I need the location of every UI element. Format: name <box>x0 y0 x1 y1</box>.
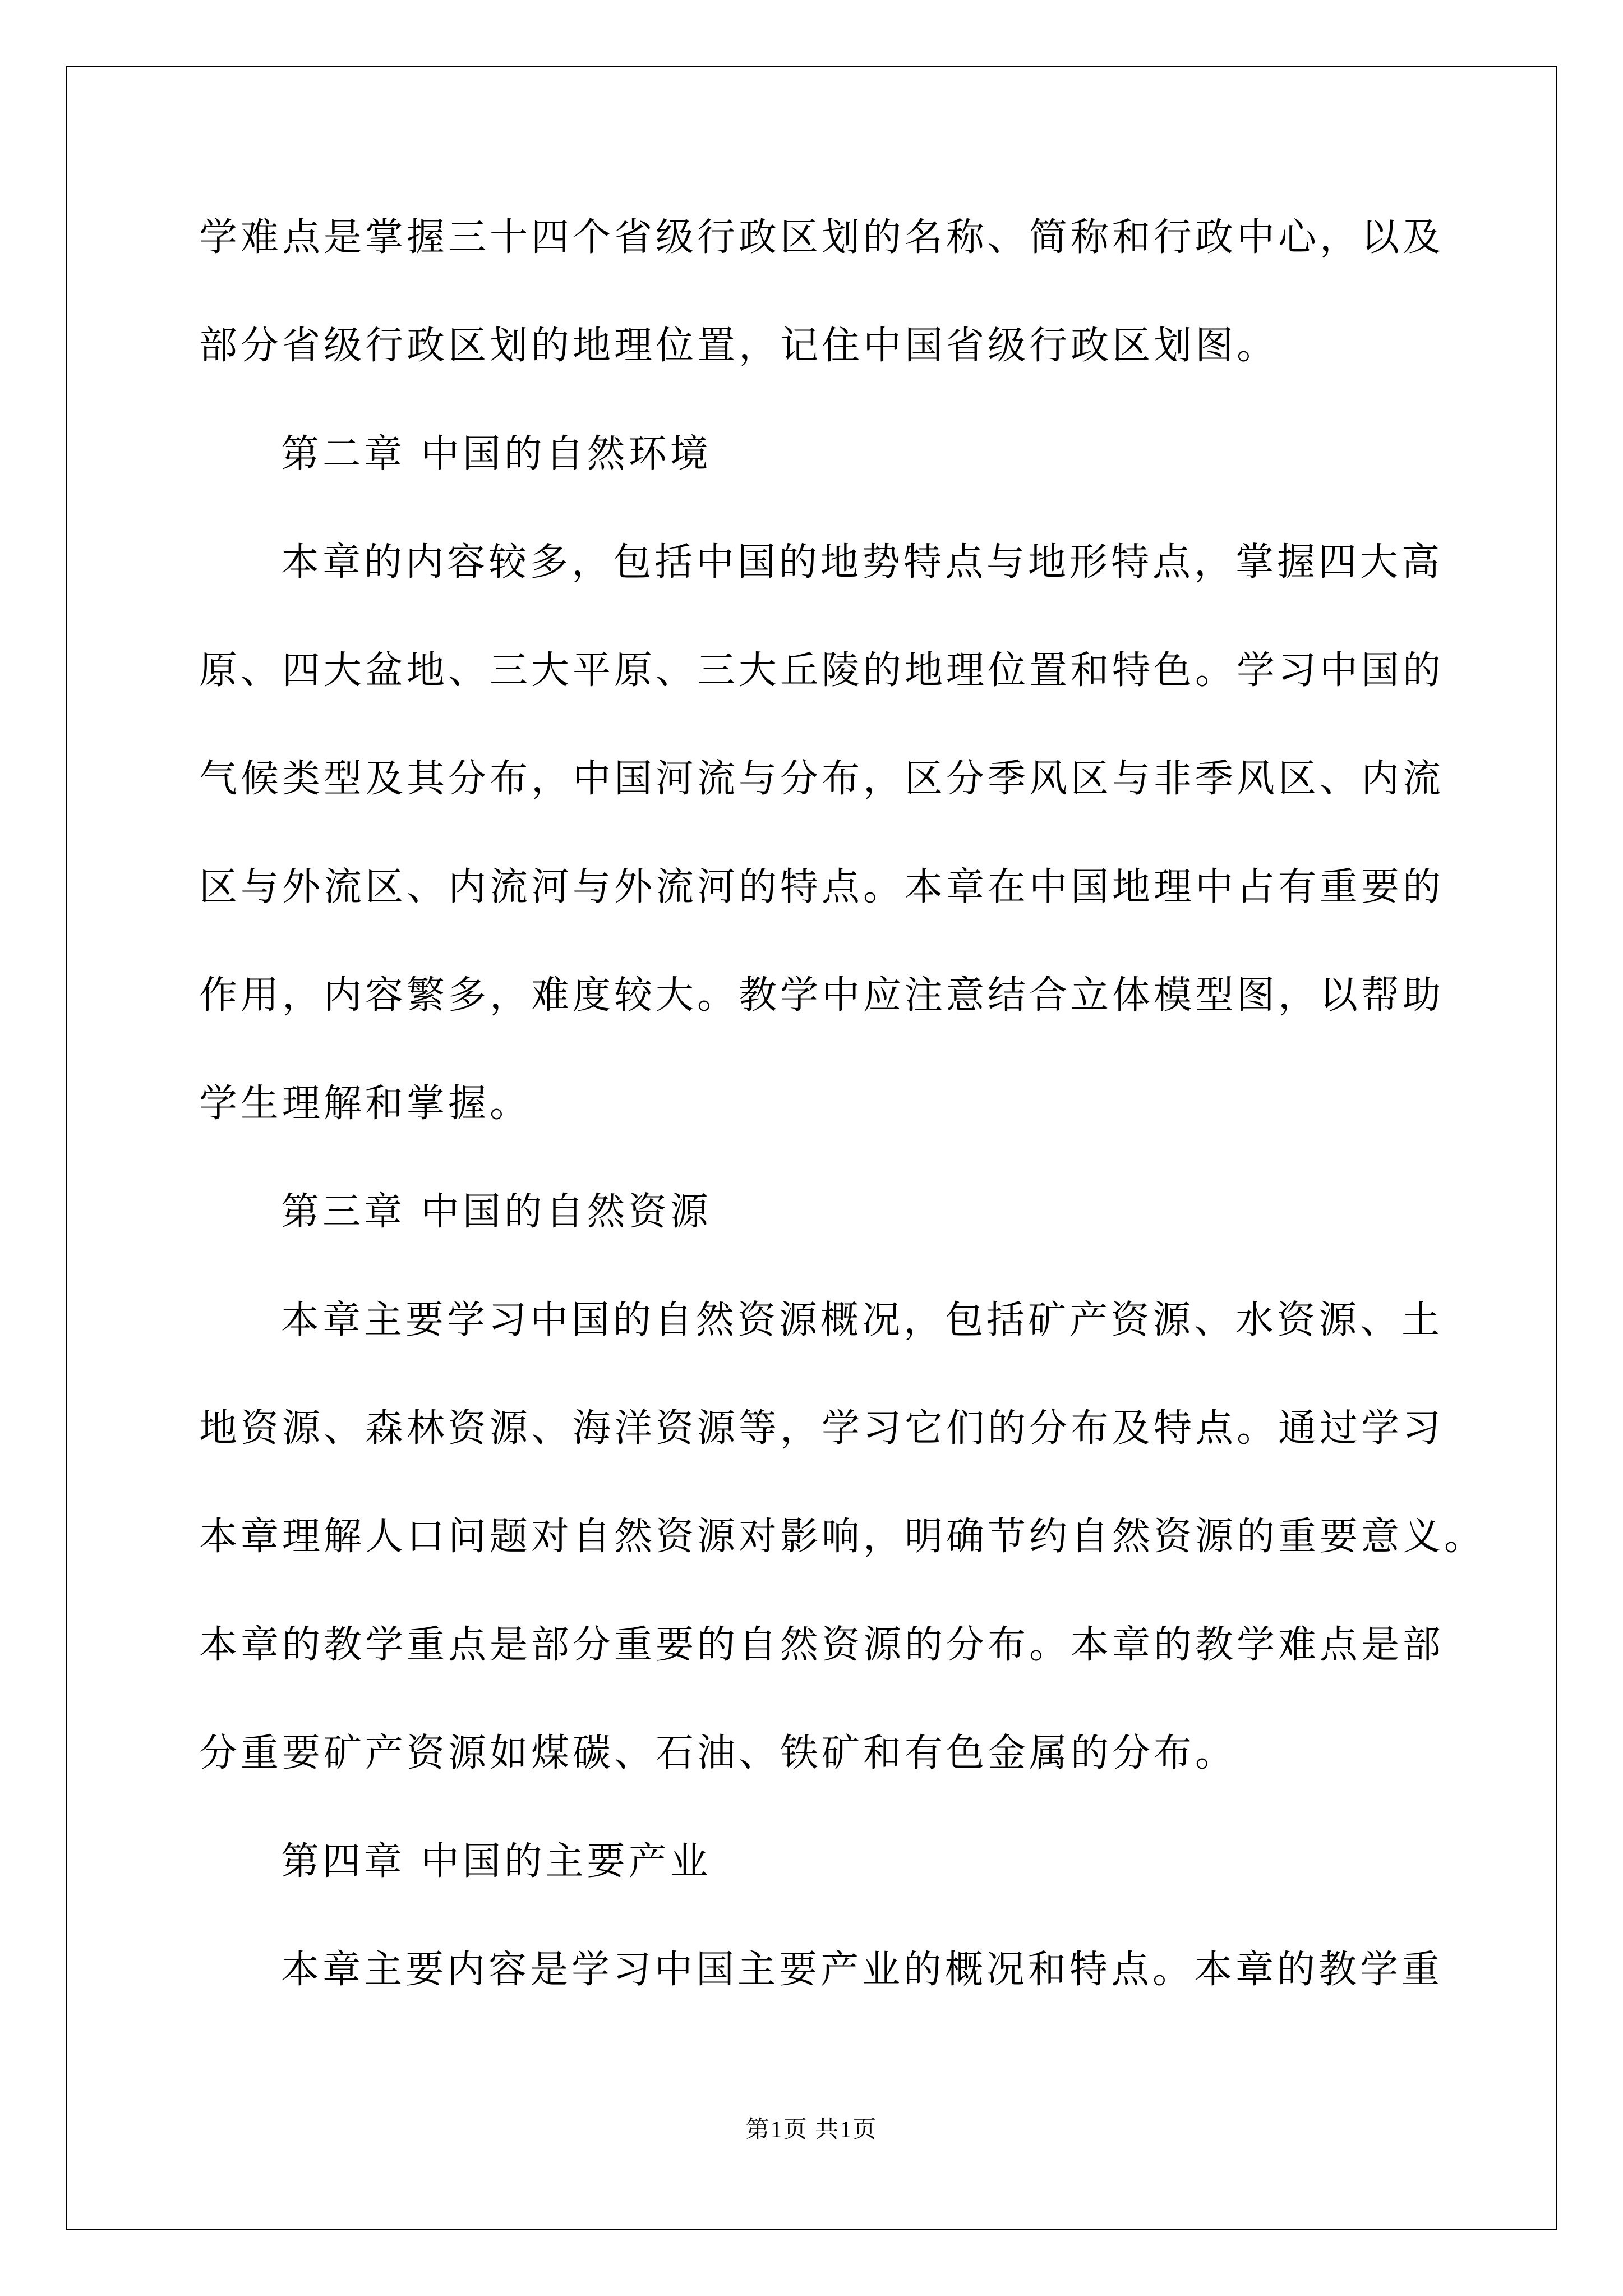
paragraph-line: 气候类型及其分布，中国河流与分布，区分季风区与非季风区、内流 <box>199 757 1445 801</box>
paragraph-line: 学难点是掌握三十四个省级行政区划的名称、简称和行政中心，以及 <box>199 215 1445 260</box>
document-body <box>199 215 1486 1992</box>
paragraph-line: 地资源、森林资源、海洋资源等，学习它们的分布及特点。通过学习 <box>199 1406 1445 1451</box>
paragraph-line: 区与外流区、内流河与外流河的特点。本章在中国地理中占有重要的 <box>199 865 1445 909</box>
paragraph-line: 本章的内容较多，包括中国的地势特点与地形特点，掌握四大高 <box>281 540 1444 585</box>
paragraph-line: 本章理解人口问题对自然资源对影响，明确节约自然资源的重要意义。 <box>199 1515 1486 1559</box>
paragraph-line: 本章主要内容是学习中国主要产业的概况和特点。本章的教学重 <box>281 1948 1444 1992</box>
paragraph-line: 作用，内容繁多，难度较大。教学中应注意结合立体模型图，以帮助 <box>199 973 1445 1018</box>
chapter-heading: 第四章 中国的主要产业 <box>281 1839 712 1884</box>
paragraph-line: 分重要矿产资源如煤碳、石油、铁矿和有色金属的分布。 <box>199 1731 1237 1775</box>
chapter-heading: 第二章 中国的自然环境 <box>281 432 712 476</box>
paragraph-line: 学生理解和掌握。 <box>199 1082 532 1126</box>
paragraph-line: 本章主要学习中国的自然资源概况，包括矿产资源、水资源、土 <box>281 1298 1444 1342</box>
page-footer: 第1页 共1页 <box>745 2117 878 2143</box>
paragraph-line: 原、四大盆地、三大平原、三大丘陵的地理位置和特色。学习中国的 <box>199 648 1445 693</box>
paragraph-line: 本章的教学重点是部分重要的自然资源的分布。本章的教学难点是部 <box>199 1623 1445 1667</box>
chapter-heading: 第三章 中国的自然资源 <box>281 1190 712 1234</box>
paragraph-line: 部分省级行政区划的地理位置，记住中国省级行政区划图。 <box>199 324 1279 368</box>
